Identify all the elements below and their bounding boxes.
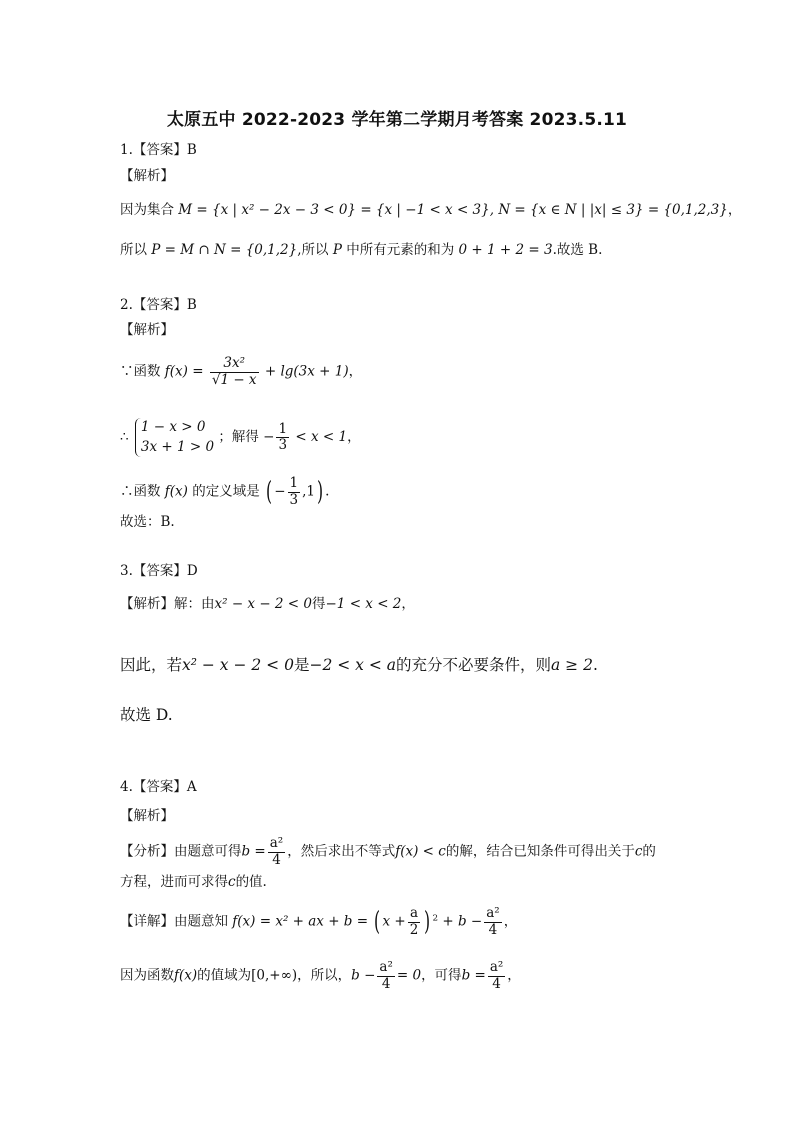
q4-answer-line xyxy=(120,779,197,795)
q4-last-text3: ，所以， xyxy=(297,967,352,984)
q3-number: 3. xyxy=(120,563,133,579)
q4-number: 4. xyxy=(120,779,133,795)
q4-fenxi-numerator: a² xyxy=(269,835,284,851)
q3-line1-mid: 得 xyxy=(312,596,326,612)
q4-fenxi-line2-c: c xyxy=(228,874,236,890)
q4-fenxi-c: c xyxy=(634,843,643,860)
q4-last-b2: b = xyxy=(461,967,486,984)
q1-line-2 xyxy=(120,242,602,258)
q3-line2-mid1: 是 xyxy=(293,656,310,674)
q3-line1-prefix: 解：由 xyxy=(174,596,215,612)
q3-line-2 xyxy=(120,656,598,675)
q4-fenxi-ineq: f(x) < c xyxy=(395,843,446,860)
q4-analysis-tag: 【解析】 xyxy=(120,808,174,824)
q1-line1-prefix: 因为集合 xyxy=(120,202,174,218)
page-title: 太原五中 2022-2023 学年第二学期月考答案 2023.5.11 xyxy=(166,110,628,130)
q2-line-3 xyxy=(120,476,329,508)
q1-answer-tag: 【答案】 xyxy=(132,142,187,158)
q4-answer-tag: 【答案】 xyxy=(132,779,187,795)
q2-line3-fraction xyxy=(288,476,301,508)
q1-line2-prefix: 所以 xyxy=(120,242,147,258)
q3-conclusion: 故选 D. xyxy=(120,706,173,724)
q2-line2-denominator: 3 xyxy=(278,437,288,454)
q2-number: 2. xyxy=(120,297,133,313)
q1-line2-mid2: 中所有元素的和为 xyxy=(346,242,455,258)
q1-line1-math: M = {x | x² − 2x − 3 < 0} = {x | −1 < x < 3}, N = {x ∈ N | |x| ≤ 3} = {0,1,2,3} xyxy=(178,202,728,218)
q4-last-fraction-1 xyxy=(377,960,394,992)
q2-line2-prefix: ∴ xyxy=(120,429,129,446)
q3-line1-math2: −1 < x < 2 xyxy=(325,596,402,612)
q1-line2-math2: 0 + 1 + 2 = 3 xyxy=(458,242,553,258)
q4-last-text4: ，可得 xyxy=(421,967,462,984)
q2-line1-fraction xyxy=(210,356,259,388)
q3-analysis-tag: 【解析】 xyxy=(120,596,174,612)
q4-xiangjie-tag: 【详解】 xyxy=(120,913,174,930)
q4-fenxi-line-1 xyxy=(120,836,656,868)
q2-conclusion: 故选：B. xyxy=(120,514,175,530)
q4-xiangjie-numerator-2: a² xyxy=(486,905,500,921)
q4-fenxi-line2-a: 方程，进而可求得 xyxy=(120,874,228,890)
q4-xiangjie-x: x + xyxy=(382,913,406,930)
q2-inequality-system xyxy=(135,418,214,457)
q1-analysis-tag: 【解析】 xyxy=(120,168,174,184)
q1-line-1 xyxy=(120,202,741,218)
q2-line1-numerator: 3x² xyxy=(210,356,259,373)
q4-last-fraction-2 xyxy=(488,960,505,992)
q2-case-2: 3x + 1 > 0 xyxy=(140,438,215,455)
q4-answer: A xyxy=(186,779,197,795)
q3-line1-suffix: ， xyxy=(401,596,415,612)
q4-xiangjie-open-paren: ( xyxy=(374,907,381,938)
q4-fenxi-line-2 xyxy=(120,874,267,890)
q1-answer-line xyxy=(120,142,197,158)
q4-last-text1: 因为函数 xyxy=(120,967,174,984)
q2-line2-suffix: ， xyxy=(347,429,361,446)
q2-case-1: 1 − x > 0 xyxy=(140,419,206,435)
q4-xiangjie-fraction-2 xyxy=(484,906,501,938)
q2-line-2 xyxy=(120,418,361,457)
q4-last-denominator-2: 4 xyxy=(492,975,501,992)
q3-line2-math1: x² − x − 2 < 0 xyxy=(182,656,294,674)
q2-line3-suffix: . xyxy=(325,483,330,500)
q3-answer-tag: 【答案】 xyxy=(132,563,187,579)
q4-last-line xyxy=(120,960,521,992)
q4-fenxi-text3: 的解，结合已知条件可得出关于 xyxy=(445,843,635,860)
q4-fenxi-text2: ，然后求出不等式 xyxy=(287,843,396,860)
q1-number: 1. xyxy=(120,142,133,158)
q2-line3-mid: 的定义域是 xyxy=(192,483,260,500)
q2-line3-close-paren: ) xyxy=(317,477,324,508)
q4-fenxi-line2-b: 的值. xyxy=(235,874,267,890)
q2-analysis-tag: 【解析】 xyxy=(120,322,174,338)
q4-last-numerator-2: a² xyxy=(489,959,504,975)
q2-line3-numerator: 1 xyxy=(289,475,299,491)
q4-last-b: b − xyxy=(351,967,376,984)
q4-xiangjie-numerator-1: a xyxy=(408,906,421,923)
q2-line1-denominator: √1 − x xyxy=(211,371,257,388)
q4-last-text2: 的值域为 xyxy=(197,967,252,984)
q2-line3-fx: f(x) xyxy=(164,483,188,500)
q3-answer-line xyxy=(120,563,198,579)
q3-line2-suffix: . xyxy=(592,656,598,674)
q2-line3-prefix: ∴函数 xyxy=(120,483,161,500)
q4-last-eq: = 0 xyxy=(396,967,422,984)
q2-line1-prefix: ∵函数 xyxy=(120,363,161,380)
q3-line2-prefix: 因此，若 xyxy=(120,656,183,674)
q1-line2-mid1: ,所以 xyxy=(297,242,329,258)
q3-line1-math1: x² − x − 2 < 0 xyxy=(214,596,312,612)
q4-xiangjie-denominator-1: 2 xyxy=(409,921,419,938)
q2-line3-denominator: 3 xyxy=(289,491,299,508)
q4-xiangjie-mid: + b − xyxy=(442,913,483,930)
q4-fenxi-fraction xyxy=(268,836,285,868)
q3-line-1 xyxy=(120,596,415,612)
q2-line-1 xyxy=(120,356,362,388)
q4-last-denominator-1: 4 xyxy=(381,975,391,992)
q4-fenxi-denominator: 4 xyxy=(272,851,281,868)
q3-line2-math3: a ≥ 2 xyxy=(551,656,593,674)
q2-line1-rhs: + lg(3x + 1) xyxy=(264,363,349,380)
q2-line2-numerator: 1 xyxy=(278,420,288,437)
q2-line2-neg: − xyxy=(263,429,275,446)
q1-answer: B xyxy=(186,142,197,158)
q2-line1-lhs: f(x) = xyxy=(164,363,204,380)
q4-last-range: [0,+∞) xyxy=(251,967,298,984)
q2-line3-rest: ,1 xyxy=(302,483,315,500)
q1-line2-var: P xyxy=(332,242,342,258)
q1-line2-math1: P = M ∩ N = {0,1,2} xyxy=(151,242,298,258)
q4-fenxi-text1: 由题意可得 xyxy=(174,843,242,860)
q2-line2-rhs: < x < 1 xyxy=(295,429,348,446)
q3-line2-math2: −2 < x < a xyxy=(309,656,396,674)
q2-line1-suffix: ， xyxy=(348,363,363,380)
q4-fenxi-b: b = xyxy=(241,843,266,860)
q4-xiangjie-close-paren: ) xyxy=(424,907,431,938)
q4-xiangjie-line xyxy=(120,906,517,938)
q4-fenxi-tag: 【分析】 xyxy=(120,843,174,860)
q4-xiangjie-fraction-1 xyxy=(408,906,421,938)
q2-line2-mid: ；解得 xyxy=(218,429,259,446)
q2-line2-fraction xyxy=(276,422,289,454)
q1-line1-suffix: ， xyxy=(727,202,742,218)
q4-xiangjie-suffix: ， xyxy=(503,913,518,930)
q4-xiangjie-square: 2 xyxy=(432,913,439,924)
q2-line3-neg: − xyxy=(274,483,286,500)
q4-xiangjie-lhs: f(x) = x² + ax + b = xyxy=(232,913,369,930)
q4-fenxi-text4: 的 xyxy=(642,843,656,860)
q4-last-fx: f(x) xyxy=(174,967,198,984)
q2-answer-line xyxy=(120,297,197,313)
q3-line2-mid2: 的充分不必要条件，则 xyxy=(396,656,552,674)
q4-last-numerator-1: a² xyxy=(379,959,393,975)
q2-line3-open-paren: ( xyxy=(266,477,273,508)
q4-xiangjie-denominator-2: 4 xyxy=(488,921,498,938)
q1-line2-suffix: .故选 B. xyxy=(552,242,603,258)
q4-last-suffix: ， xyxy=(507,967,521,984)
q2-answer-tag: 【答案】 xyxy=(132,297,187,313)
q3-answer: D xyxy=(186,563,198,579)
q4-xiangjie-text: 由题意知 xyxy=(174,913,228,930)
q2-answer: B xyxy=(186,297,197,313)
